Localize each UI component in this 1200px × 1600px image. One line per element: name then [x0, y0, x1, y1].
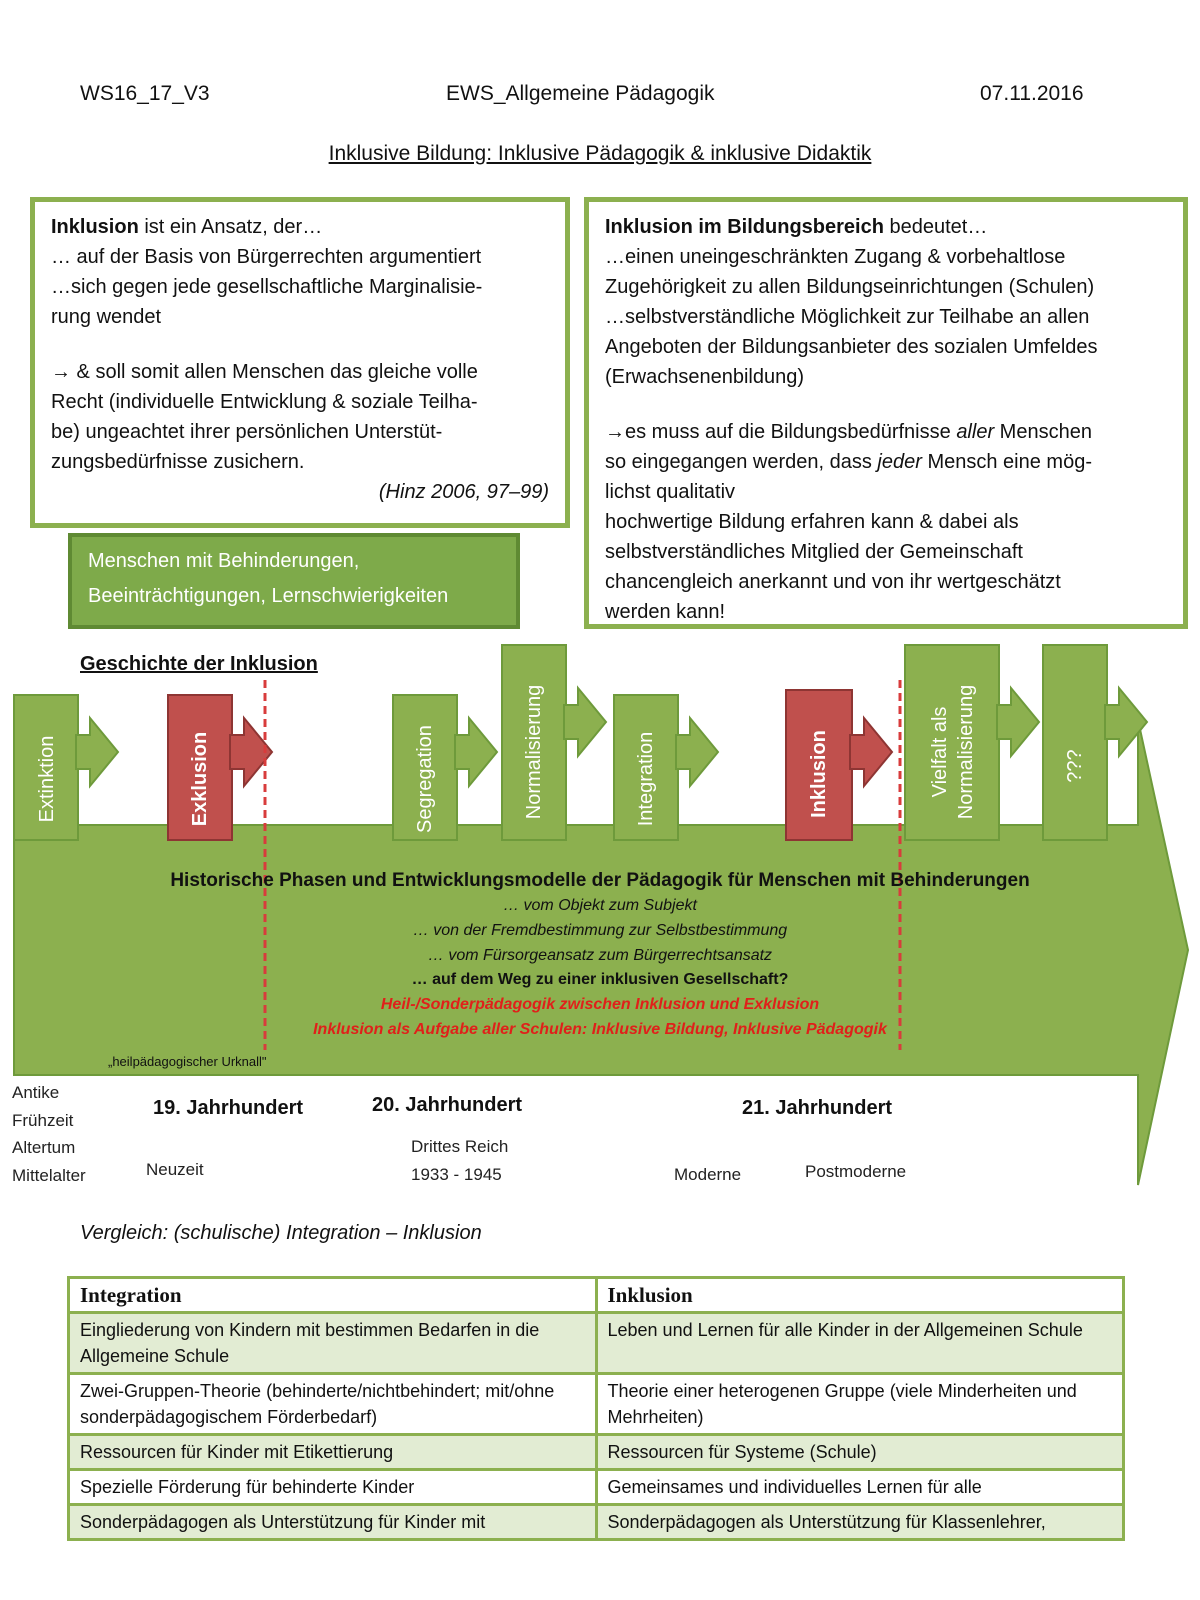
edu-line: werden kann!: [605, 601, 726, 623]
era-label: Altertum: [12, 1138, 76, 1157]
table-row: [69, 1505, 1124, 1540]
citation: (Hinz 2006, 97–99): [378, 481, 549, 503]
arrow-line: … auf dem Weg zu einer inklusiven Gesellschaft?: [411, 971, 789, 988]
phase-arrow-unknown: [1043, 645, 1147, 840]
arrow-line: … vom Fürsorgeansatz zum Bürgerrechtsansatz: [427, 947, 773, 964]
def-line: be) ungeachtet ihrer persönlichen Unterstüt-: [51, 421, 443, 443]
table-row: [69, 1374, 1124, 1435]
table-row: [69, 1435, 1124, 1470]
era-label: Frühzeit: [12, 1111, 74, 1130]
history-title: Geschichte der Inklusion: [80, 653, 318, 675]
doc-code: WS16_17_V3: [80, 82, 210, 105]
table-header: Inklusion: [596, 1278, 1124, 1313]
urknall-label: „heilpädagogischer Urknall": [108, 1054, 267, 1069]
phase-arrow-inklusion: [786, 690, 892, 840]
def-line: zungsbedürfnisse zusichern.: [51, 451, 305, 473]
phase-arrow-segregation: [393, 695, 497, 840]
edu-intro: bedeutet…: [883, 216, 988, 238]
edu-line: so eingegangen werden, dass jeder Mensch eine mög-: [605, 451, 1092, 473]
phase-label: Segregation: [414, 725, 436, 833]
edu-line: …selbstverständliche Möglichkeit zur Teilhabe an allen: [605, 306, 1090, 328]
phase-label: Exklusion: [189, 731, 211, 827]
comparison-table: [67, 1276, 1125, 1541]
edu-line: Zugehörigkeit zu allen Bildungseinrichtungen (Schulen): [605, 276, 1095, 298]
era-label: Neuzeit: [146, 1160, 204, 1179]
century-label: 20. Jahrhundert: [372, 1094, 523, 1116]
target-group-line: Beeinträchtigungen, Lernschwierigkeiten: [88, 585, 449, 607]
era-label: Antike: [12, 1083, 60, 1102]
arrow-line-red: Heil-/Sonderpädagogik zwischen Inklusion und Exklusion: [380, 996, 820, 1013]
phase-arrow-extinktion: [14, 695, 118, 840]
def-line: rung wendet: [51, 306, 162, 328]
def-line: …sich gegen jede gesellschaftliche Marginalisie-: [51, 276, 483, 298]
def-term: Inklusion: [51, 216, 139, 238]
phase-label: Vielfalt als Normalisierung: [929, 684, 977, 820]
table-cell: Eingliederung von Kindern mit bestimmen Bedarfen in die Allgemeine Schule: [69, 1313, 597, 1374]
inclusion-definition-box: [30, 197, 570, 528]
edu-line: selbstverständliches Mitglied der Gemeinschaft: [605, 541, 1023, 563]
page-title: Inklusive Bildung: Inklusive Pädagogik & inklusive Didaktik: [328, 142, 872, 165]
arrow-heading: Historische Phasen und Entwicklungsmodelle der Pädagogik für Menschen mit Behinderungen: [170, 870, 1030, 891]
edu-line: (Erwachsenenbildung): [605, 366, 805, 388]
doc-date: 07.11.2016: [980, 82, 1084, 105]
phase-arrow-exklusion: [168, 695, 272, 840]
edu-line: →es muss auf die Bildungsbedürfnisse aller Menschen: [605, 421, 1092, 443]
table-cell: Gemeinsames und individuelles Lernen für alle: [596, 1470, 1124, 1505]
table-cell: Sonderpädagogen als Unterstützung für Klassenlehrer,: [596, 1505, 1124, 1540]
phase-label: Inklusion: [808, 730, 830, 818]
edu-line: Angeboten der Bildungsanbieter des sozialen Umfeldes: [605, 336, 1098, 358]
edu-line: …einen uneingeschränkten Zugang & vorbehaltlose: [605, 246, 1066, 268]
century-label: 19. Jahrhundert: [153, 1097, 304, 1119]
course-title: EWS_Allgemeine Pädagogik: [446, 82, 715, 105]
education-inclusion-box: [584, 197, 1188, 629]
century-label: 21. Jahrhundert: [742, 1097, 893, 1119]
arrow-line: … vom Objekt zum Subjekt: [503, 897, 697, 914]
era-label: Mittelalter: [12, 1166, 86, 1185]
table-cell: Zwei-Gruppen-Theorie (behinderte/nichtbehindert; mit/ohne sonderpädagogischem Förderbedarf): [69, 1374, 597, 1435]
arrow-line: … von der Fremdbestimmung zur Selbstbestimmung: [412, 922, 788, 939]
def-line: → & soll somit allen Menschen das gleiche volle: [51, 361, 478, 383]
def-line: … auf der Basis von Bürgerrechten argumentiert: [51, 246, 482, 268]
table-row: [69, 1313, 1124, 1374]
table-header: Integration: [69, 1278, 597, 1313]
table-row: [69, 1470, 1124, 1505]
table-cell: Sonderpädagogen als Unterstützung für Kinder mit: [69, 1505, 597, 1540]
phase-label: Integration: [635, 731, 657, 827]
def-intro: ist ein Ansatz, der…: [138, 216, 323, 238]
comparison-title: Vergleich: (schulische) Integration – Inklusion: [80, 1222, 482, 1244]
era-label: Drittes Reich: [411, 1137, 509, 1156]
def-line: Recht (individuelle Entwicklung & soziale Teilha-: [51, 391, 478, 413]
phase-label: Extinktion: [36, 735, 58, 823]
phase-arrow-normalisierung: [502, 645, 606, 840]
table-cell: Theorie einer heterogenen Gruppe (viele Minderheiten und Mehrheiten): [596, 1374, 1124, 1435]
edu-line: hochwertige Bildung erfahren kann & dabei als: [605, 511, 1019, 533]
era-label: Moderne: [674, 1165, 742, 1184]
phase-label: ???: [1064, 749, 1086, 783]
era-label: 1933 - 1945: [411, 1165, 502, 1184]
table-cell: Ressourcen für Kinder mit Etikettierung: [69, 1435, 597, 1470]
phase-arrow-integration: [614, 695, 718, 840]
edu-line: lichst qualitativ: [605, 481, 736, 503]
edu-term: Inklusion im Bildungsbereich: [605, 216, 884, 238]
table-cell: Spezielle Förderung für behinderte Kinder: [69, 1470, 597, 1505]
target-group-box: [68, 533, 520, 629]
era-label: Postmoderne: [805, 1162, 907, 1181]
phase-label: Normalisierung: [523, 684, 545, 820]
arrow-line-red: Inklusion als Aufgabe aller Schulen: Inklusive Bildung, Inklusive Pädagogik: [313, 1021, 887, 1038]
table-cell: Ressourcen für Systeme (Schule): [596, 1435, 1124, 1470]
table-cell: Leben und Lernen für alle Kinder in der Allgemeinen Schule: [596, 1313, 1124, 1374]
edu-line: chancengleich anerkannt und von ihr wertgeschätzt: [605, 571, 1061, 593]
target-group-line: Menschen mit Behinderungen,: [88, 550, 360, 572]
table-header-row: [69, 1278, 1124, 1313]
